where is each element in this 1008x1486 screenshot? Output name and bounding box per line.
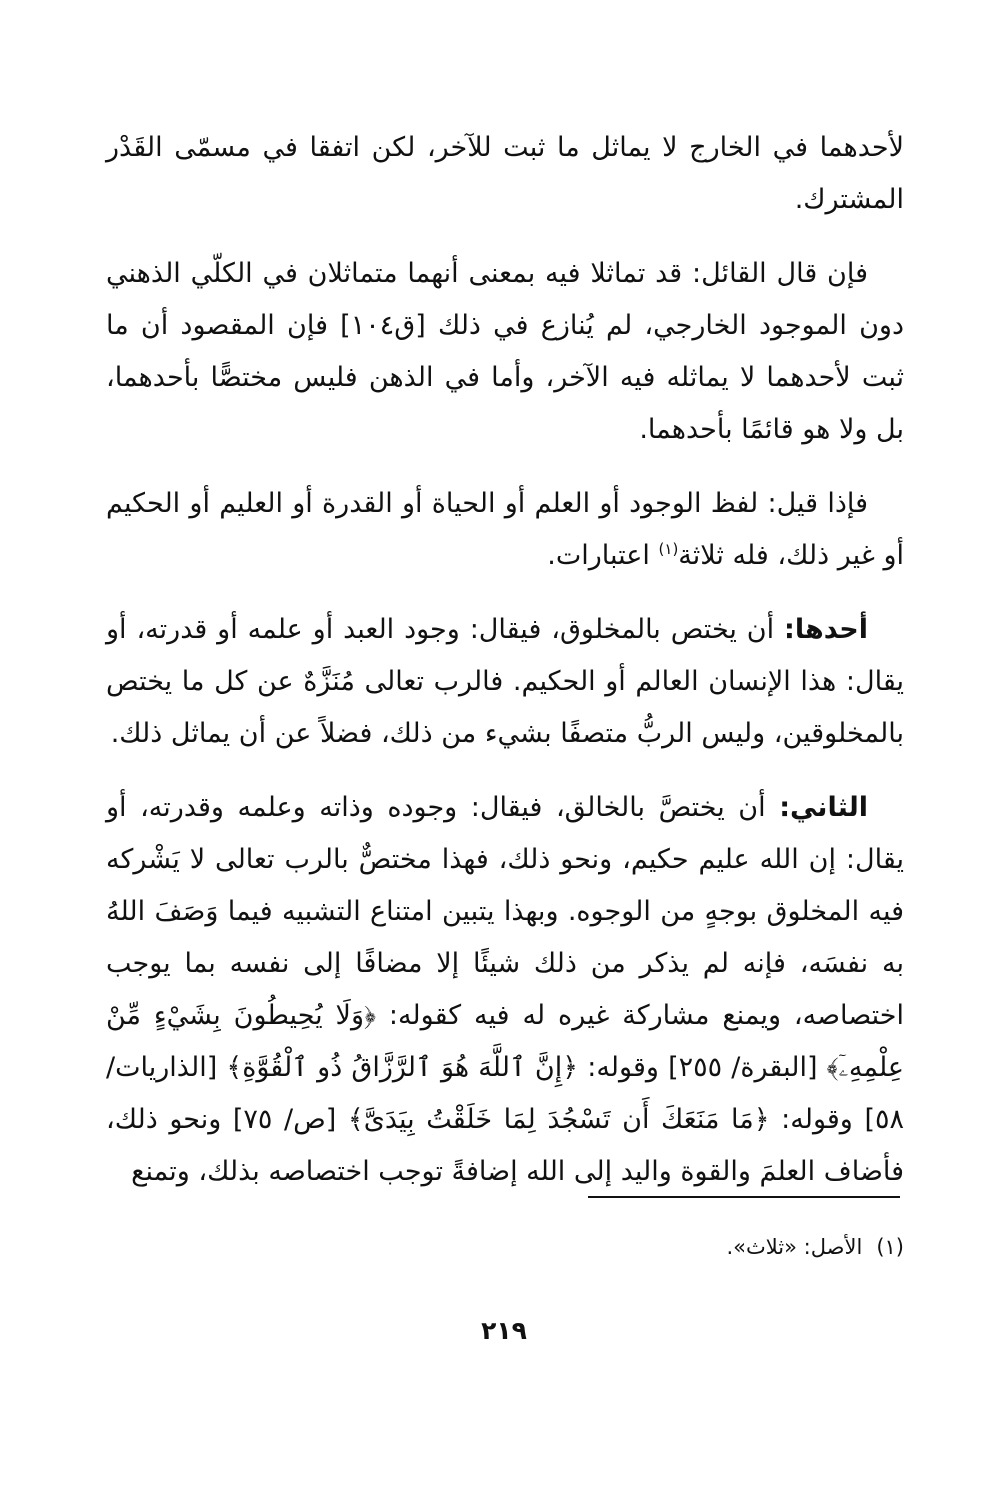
paragraph-3-text-before: فإذا قيل: لفظ الوجود أو العلم أو الحياة أو القدرة أو العليم أو الحكيم أو غير ذلك، فله ثلاثة: [106, 488, 904, 571]
paragraph-4-lead: أحدها:: [784, 614, 868, 645]
paragraph-4: [106, 604, 904, 760]
footnote-number: (١): [876, 1235, 904, 1259]
footnote-divider: [588, 1196, 900, 1198]
paragraph-5-text: أن يختصَّ بالخالق، فيقال: وجوده وذاته وعلمه وقدرته، أو يقال: إن الله عليم حكيم، ونحو ذلك، فهذا مختصٌّ بالرب تعالى لا يَشْركه فيه المخلوق بوجهٍ من الوجوه. وبهذا يتبين امتناع التشبيه فيما وَصَفَ اللهُ به نفسَه، فإنه لم يذكر من ذلك شيئًا إلا مضافًا إلى نفسه بما يوجب اختصاصه، ويمنع مشاركة غيره له فيه كقوله: ﴿وَلَا يُحِيطُونَ بِشَيْءٍ مِّنْ عِلْمِهِۦٓ﴾ [البقرة/ ٢٥٥] وقوله: ﴿إِنَّ ٱللَّهَ هُوَ ٱلرَّزَّاقُ ذُو ٱلْقُوَّةِ﴾ [الذاريات/ ٥٨] وقوله: ﴿مَا مَنَعَكَ أَن تَسْجُدَ لِمَا خَلَقْتُ بِيَدَىَّ﴾ [ص/ ٧٥] ونحو ذلك، فأضاف العلمَ والقوة واليد إلى الله إضافةً توجب اختصاصه بذلك، وتمنع: [106, 792, 904, 1187]
footnote: [106, 1232, 904, 1262]
paragraph-1-text: لأحدهما في الخارج لا يماثل ما ثبت للآخر، لكن اتفقا في مسمّى القَدْر المشترك.: [106, 132, 904, 215]
main-text: [106, 122, 904, 1220]
footnote-text: الأصل: «ثلاث».: [726, 1235, 863, 1259]
paragraph-4-text: أن يختص بالمخلوق، فيقال: وجود العبد أو علمه أو قدرته، أو يقال: هذا الإنسان العالم أو الحكيم. فالرب تعالى مُنَزَّهٌ عن كل ما يختص بالمخلوقين، وليس الربُّ متصفًا بشيء من ذلك، فضلاً عن أن يماثل ذلك.: [106, 614, 904, 749]
page-number: ٢١٩: [481, 1316, 527, 1345]
paragraph-3: [106, 478, 904, 582]
paragraph-1: [106, 122, 904, 226]
footnote-reference[interactable]: (١): [658, 540, 679, 558]
paragraph-2-text: فإن قال القائل: قد تماثلا فيه بمعنى أنهما متماثلان في الكلّي الذهني دون الموجود الخارجي، لم يُنازع في ذلك [ق١٠٤] فإن المقصود أن ما ثبت لأحدهما لا يماثله فيه الآخر، وأما في الذهن فليس مختصًّا بأحدهما، بل ولا هو قائمًا بأحدهما.: [106, 258, 904, 445]
paragraph-3-text-after: اعتبارات.: [547, 540, 659, 571]
paragraph-5-lead: الثاني:: [779, 792, 868, 823]
paragraph-2: [106, 248, 904, 456]
paragraph-5: [106, 782, 904, 1198]
